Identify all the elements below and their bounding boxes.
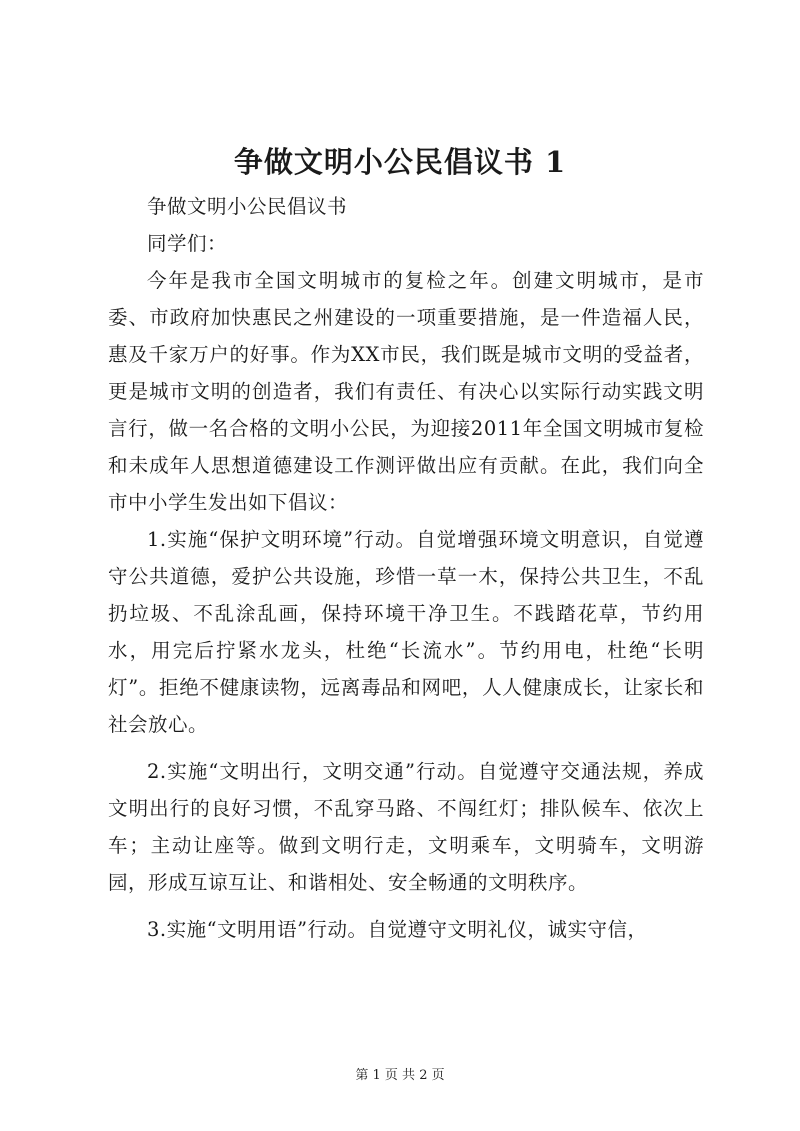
intro-paragraph: 今年是我市全国文明城市的复检之年。创建文明城市，是市委、市政府加快惠民之州建设的一项重要措施，是一件造福人民，惠及千家万户的好事。作为XX市民，我们既是城市文明的受益者，更是城市文明的创造者，我们有责任、有决心以实际行动实践文明言行，做一名合格的文明小公民，为迎接2011年全国文明城市复检和未成年人思想道德建设工作测评做出应有贡献。在此，我们向全市中小学生发出如下倡议：: [108, 269, 704, 514]
document-title: 争做文明小公民倡议书 1: [233, 145, 567, 179]
subtitle-paragraph: 争做文明小公民倡议书: [147, 195, 348, 218]
page-footer: 第 1 页 共 2 页: [355, 1068, 445, 1083]
initiative-1-paragraph: 1.实施“保护文明环境”行动。自觉增强环境文明意识，自觉遵守公共道德，爱护公共设施，珍惜一草一木，保持公共卫生，不乱扔垃圾、不乱涂乱画，保持环境干净卫生。不践踏花草，节约用水，用完后拧紧水龙头，杜绝“长流水”。节约用电，杜绝“长明灯”。拒绝不健康读物，远离毒品和网吧，人人健康成长，让家长和社会放心。: [108, 528, 704, 736]
initiative-3-paragraph: 3.实施“文明用语”行动。自觉遵守文明礼仪，诚实守信，: [147, 918, 648, 941]
initiative-2-paragraph: 2.实施“文明出行，文明交通”行动。自觉遵守交通法规，养成文明出行的良好习惯，不乱穿马路、不闯红灯；排队候车、依次上车；主动让座等。做到文明行走，文明乘车，文明骑车，文明游园，形成互谅互让、和谐相处、安全畅通的文明秩序。: [108, 760, 704, 894]
salutation-paragraph: 同学们：: [147, 232, 228, 255]
document-body: [108, 188, 704, 948]
